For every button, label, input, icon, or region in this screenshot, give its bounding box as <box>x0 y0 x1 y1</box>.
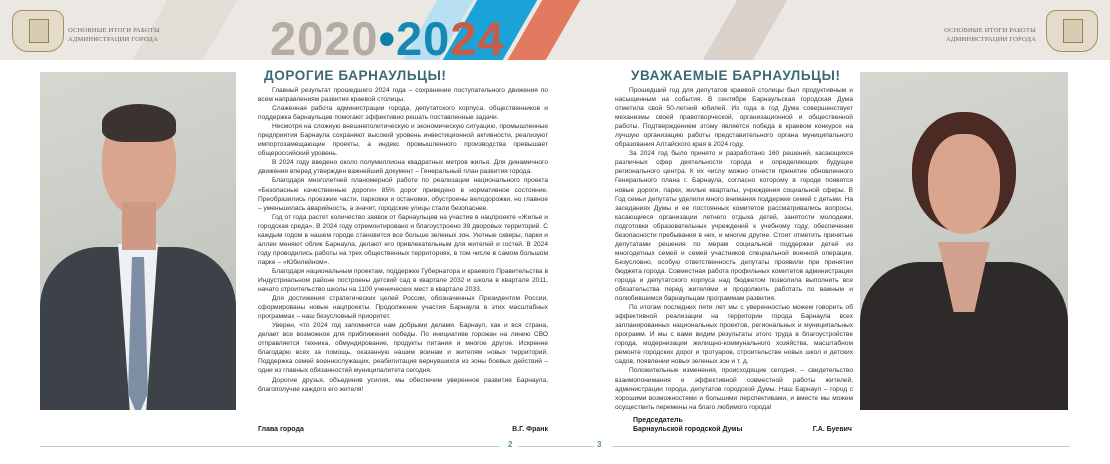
caption-line: ОСНОВНЫЕ ИТОГИ РАБОТЫ <box>68 27 160 34</box>
paragraph: Слаженная работа администрации города, депутатского корпуса, общественников и поддержка барнаульцев помогают эффективно решать поставленные задачи. <box>258 105 548 122</box>
header-caption-left <box>68 26 160 44</box>
paragraph: По итогам последних пяти лет мы с уверенностью можем говорить об эффективной реализации на территории города Барнаула всех запланированных национальных проектов, региональных и муниципальных программ. И мы с вами видим результаты этого труда в благоустройстве города, модернизации жилищно-коммунального хозяйства, масштабном ремонте городских дорог и тротуаров, строительстве новых школ и детских садов, появлении новых зеленых зон и т. д. <box>615 304 853 366</box>
signature-position-line: Председатель <box>633 417 683 424</box>
signature-position: Глава города <box>258 426 304 433</box>
paragraph: Благодаря многолетней планомерной работе по реализации национального проекта «Безопасные качественные дороги» 85% дорог приведено в нормативное состояние. Преобразились проезжие части, парковки и остановки, обустроены велодорожки, но главное – уменьшилась аварийность, а значит, городские улицы стали безопаснее. <box>258 177 548 212</box>
header-caption-right <box>944 26 1036 44</box>
paragraph: Прошедший год для депутатов краевой столицы был продуктивным и насыщенным на события. В сентябре Барнаульская городская Дума отметила свой 50-летний юбилей. Из года в год Дума совершенствует механизмы своей правотворческой, организационной и общественной работы. Подтверждением этому является победа в краевом конкурсе на лучшую организацию работы представительного органа муниципального образования Алтайского края в 2024 году. <box>615 87 853 149</box>
neck <box>122 202 156 250</box>
signature-position-line: Барнаульской городской Думы <box>633 426 743 433</box>
paragraph: Год от года растет количество заявок от барнаульцев на участие в нацпроекте «Жилье и городская среда». В 2024 году отремонтировано и благоустроено 39 дворовых территорий. С каждым годом в нашем городе становится все больше зеленых зон. Уютные скверы, парки и аллеи меняют облик Барнаула, делают его привлекательным для жителей и гостей. В 2024 году проводились работы на трех общественных территориях, в том числе в самом большом парке – «Юбилейном». <box>258 213 548 266</box>
city-emblem-icon <box>1046 10 1098 52</box>
years-title <box>270 14 505 60</box>
signature-name: Г.А. Буевич <box>812 426 852 433</box>
signature-position <box>633 416 742 434</box>
paragraph: В 2024 году введено около полумиллиона квадратных метров жилья. Для динамичного движения вперед утвержден важнейший документ – Генеральный план развития города. <box>258 159 548 176</box>
city-emblem-icon <box>12 10 64 52</box>
decor-stripe <box>697 0 793 60</box>
hair <box>102 104 176 142</box>
footer-rule <box>518 446 594 447</box>
page-header <box>0 0 1110 60</box>
caption-line: ОСНОВНЫЕ ИТОГИ РАБОТЫ <box>944 27 1036 34</box>
paragraph: Главный результат прошедшего 2024 года – сохранение поступательного движения по всем направлениям развития краевой столицы. <box>258 87 548 104</box>
face <box>928 134 1000 234</box>
paragraph: Уверен, что 2024 год запомнится нам добрыми делами. Барнаул, как и вся страна, делает все возможное для приближения победы. По инициативе горожан на линию СВО отправляется техника, обмундирование, продукты питания и многое другое. Искренне благодарю всех за помощь, оказанную нашим воинам и жителям новых территорий. Поддержка семей военнослужащих, реабилитация вернувшихся из зоны боевых действий – одни из главных обязанностей муниципалитета сегодня. <box>258 322 548 375</box>
paragraph: Дорогие друзья, объединив усилия, мы обеспечим уверенное развитие Барнаула, благополучие каждого его жителя! <box>258 376 548 393</box>
right-page-text <box>615 86 853 412</box>
paragraph: Несмотря на сложную внешнеполитическую и экономическую ситуацию, промышленные предприятия Барнаула сохраняют высокий уровень инвестиционной активности, реализуют импортозамещающие проекты, а индекс промышленного производства превышает общероссийский уровень. <box>258 123 548 158</box>
caption-line: АДМИНИСТРАЦИИ ГОРОДА <box>946 36 1036 43</box>
portrait-photo-right <box>860 72 1068 410</box>
caption-line: АДМИНИСТРАЦИИ ГОРОДА <box>68 36 158 43</box>
footer-rule <box>40 446 500 447</box>
footer-rule <box>612 446 1070 447</box>
page-number: 2 <box>508 440 513 449</box>
page-number: 3 <box>597 440 602 449</box>
paragraph: За 2024 год было принято и разработано 160 решений, касающихся различных сфер деятельности города и определяющих будущее регионального центра. К их числу можно отнести принятие обновленного Генерального плана г. Барнаула, согласно которому в городе появятся новые дороги, парки, жилые кварталы, учреждения социальной сферы. В Год семьи депутаты уделили много внимания поддержке семей с детьми. На заседаниях Думы и ее постоянных комитетов рассматривались вопросы, касающиеся организации летнего отдыха детей, занятости молодежи, подготовки образовательных учреждений к учебному году, обеспечения безопасности пребывания в них, и многие другие. Стоит отметить принятые депутатами решения по мерам социальной поддержки детей из многодетных семей и семей участников специальной военной операции. Безусловно, особую ответственность депутаты проявили при принятии бюджета города. Совместная работа профильных комитетов администрации города и депутатского корпуса над бюджетом позволила выполнить все обязательства перед жителями и продолжить работать по важным и полюбившимся барнаульцам программам развития. <box>615 150 853 303</box>
left-page-title: ДОРОГИЕ БАРНАУЛЬЦЫ! <box>264 68 447 83</box>
year-end-part: 24 <box>450 12 505 60</box>
signature-name: В.Г. Франк <box>512 426 548 433</box>
year-separator: • <box>378 12 397 60</box>
paragraph: Благодаря национальным проектам, поддержке Губернатора и краевого Правительства в Индустриальном районе построены детский сад в квартале 2032 и школа в квартале 2011, начато строительство школы на 1100 ученических мест в квартале 2033. <box>258 267 548 294</box>
portrait-photo-left <box>40 72 236 410</box>
year-start: 2020 <box>270 12 379 60</box>
paragraph: Положительные изменения, происходящие сегодня, – свидетельство взаимопонимания и эффективной совместной работы жителей, администрации города, депутатов городской Думы. Наш Барнаул – город с хорошими возможностями и большими перспективами, и вместе мы можем осуществить перемены на благо любимого города! <box>615 367 853 411</box>
year-end-part: 20 <box>396 12 451 60</box>
paragraph: Для достижения стратегических целей России, обозначенных Президентом России, сформированы новые нацпроекты. Продолжение участия Барнаула в этих масштабных программах – наш безусловный приоритет. <box>258 295 548 321</box>
right-page-title: УВАЖАЕМЫЕ БАРНАУЛЬЦЫ! <box>631 68 841 83</box>
left-page-text <box>258 86 548 394</box>
